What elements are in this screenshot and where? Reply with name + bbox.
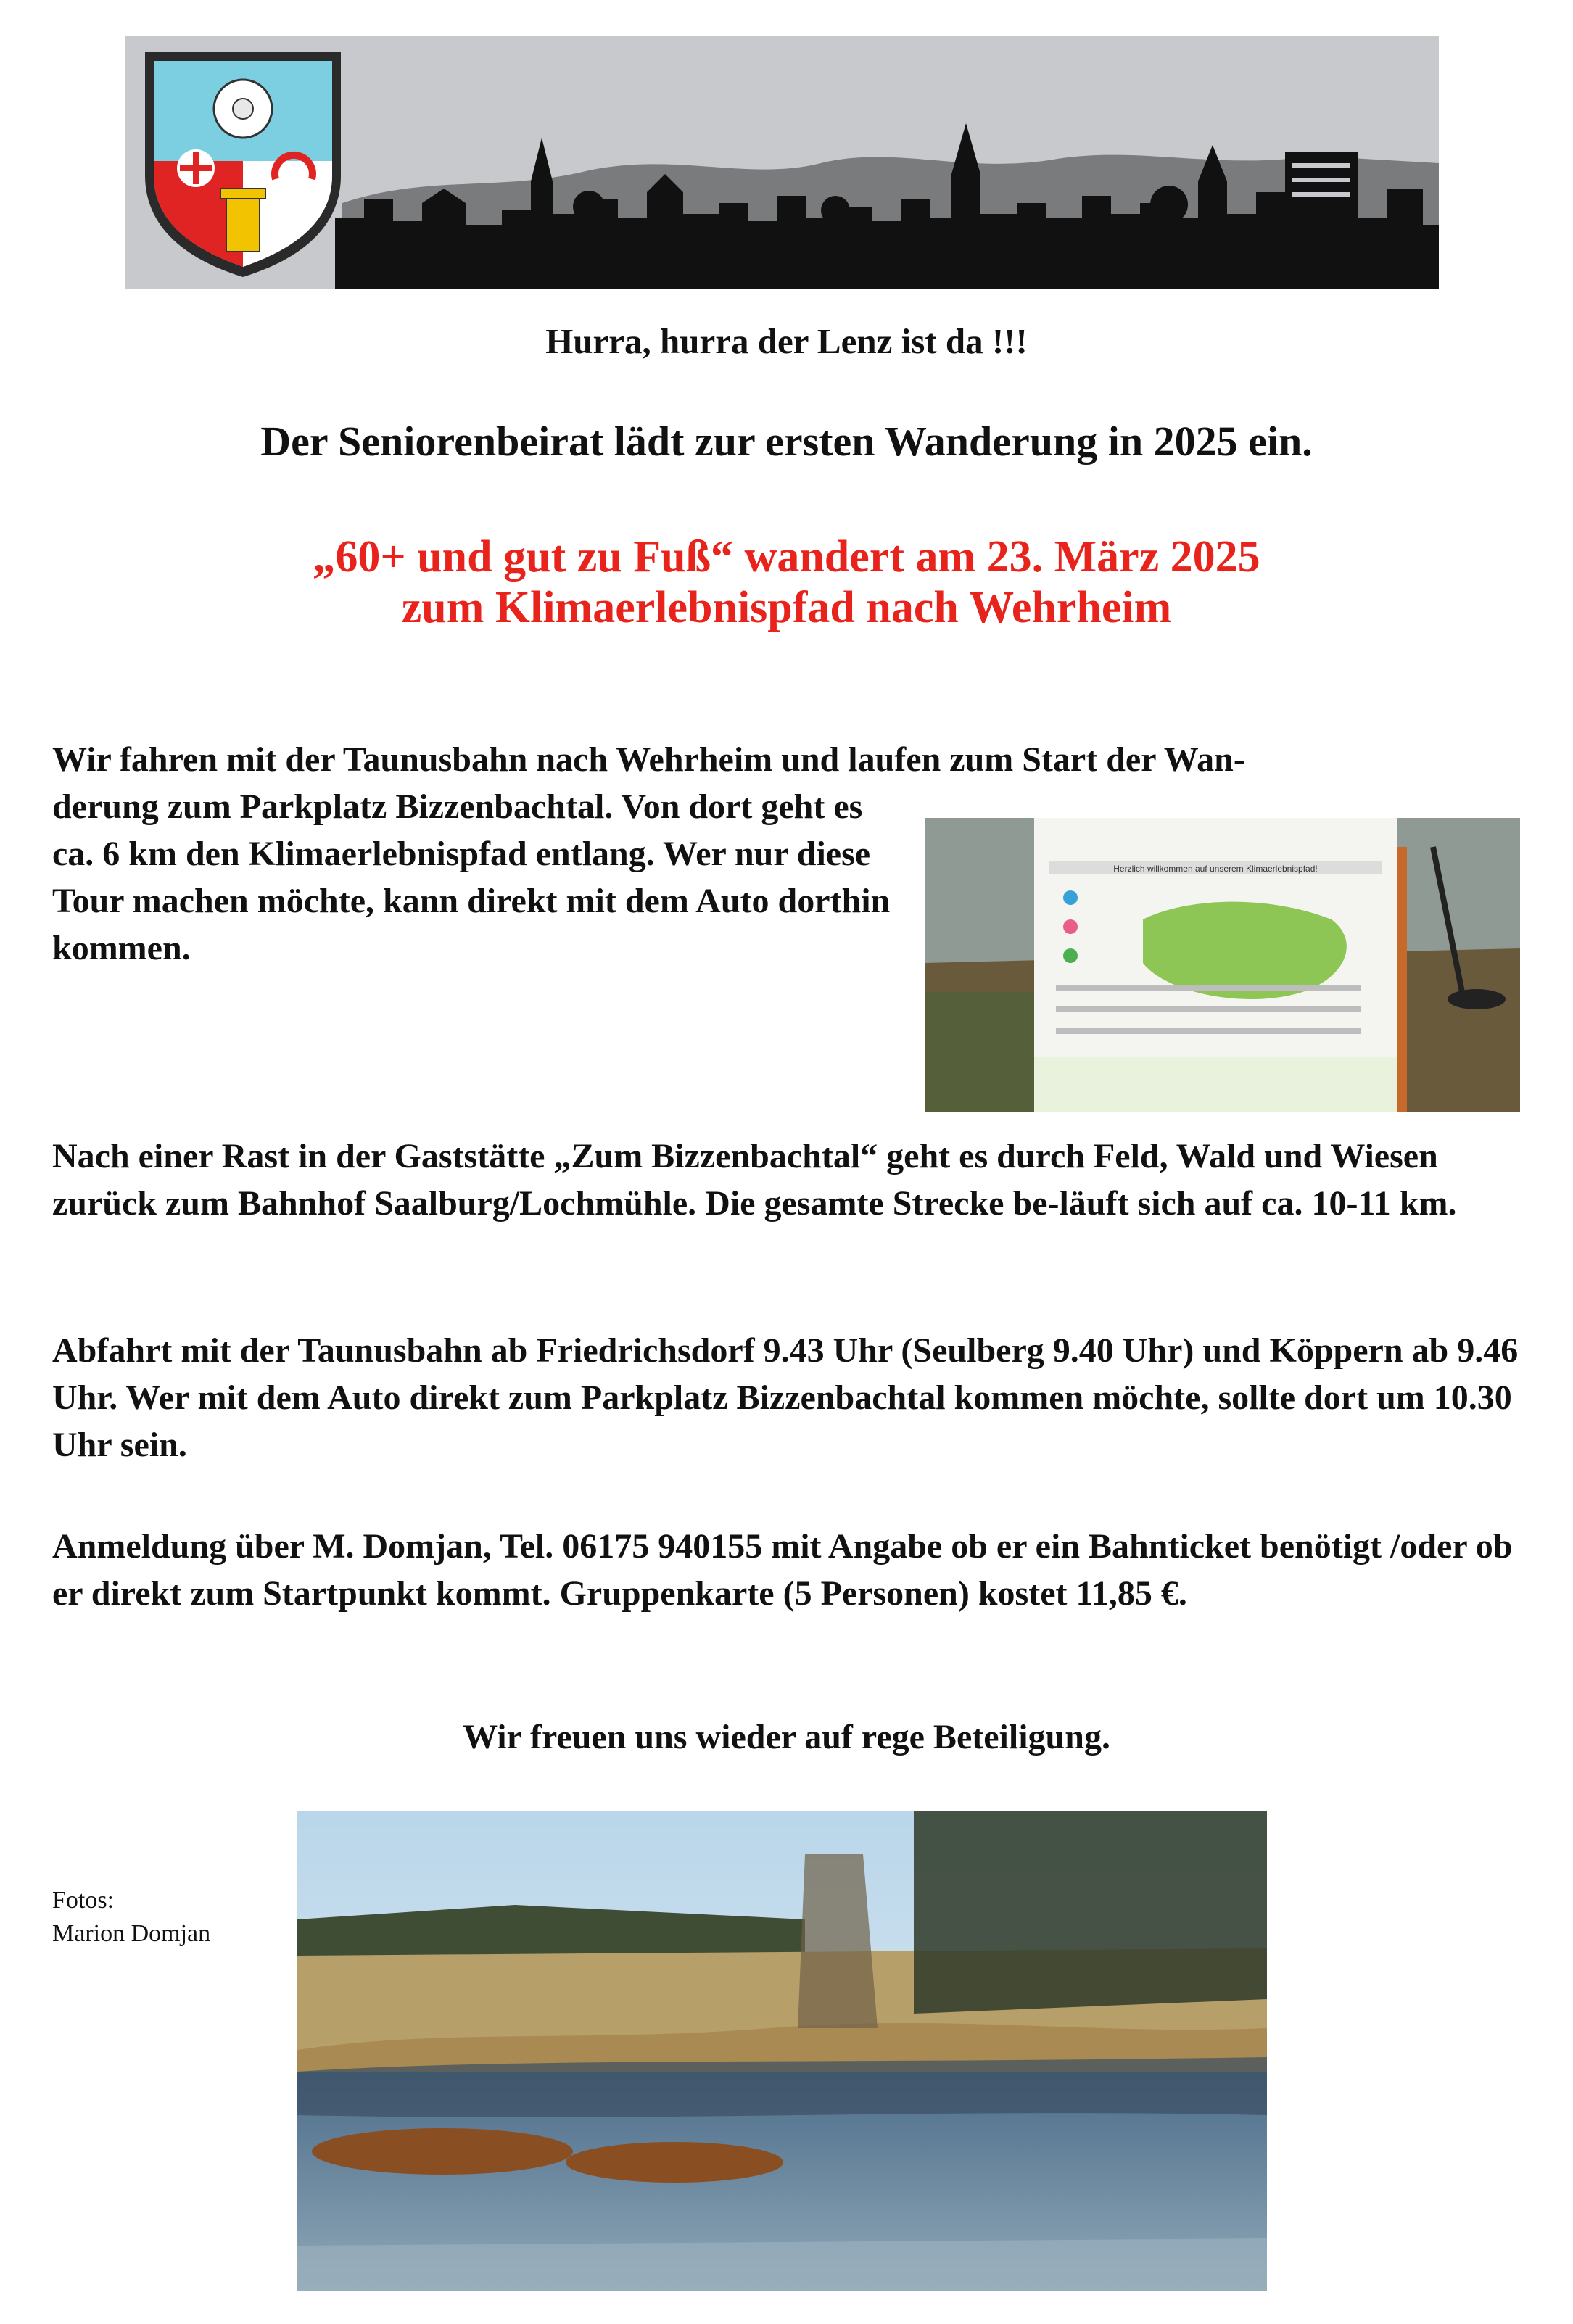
sign-title-text: Herzlich willkommen auf unserem Klimaerlebnispfad! [1113, 864, 1318, 874]
coat-of-arms-icon [145, 52, 341, 277]
paragraph-1-line1: Wir fahren mit der Taunusbahn nach Wehrheim und laufen zum Start der Wan- [52, 740, 1245, 779]
photo-credit-name: Marion Domjan [52, 1920, 211, 1947]
paragraph-3: Abfahrt mit der Taunusbahn ab Friedrichsdorf 9.43 Uhr (Seulberg 9.40 Uhr) und Köppern ab 9.46 Uhr. Wer mit dem Auto direkt zum Parkplatz Bizzenbachtal kommen möchte, sollte dort um 10.30 Uhr sein. [52, 1331, 1519, 1464]
paragraph-4: Anmeldung über M. Domjan, Tel. 06175 940155 mit Angabe ob er ein Bahnticket benötigt /oder ob er direkt zum Startpunkt kommt. Gruppenkarte (5 Personen) kostet 11,85 €. [52, 1527, 1513, 1613]
event-title-line2: zum Klimaerlebnispfad nach Wehrheim [401, 583, 1172, 632]
paragraph-2: Nach einer Rast in der Gaststätte „Zum Bizzenbachtal“ geht es durch Feld, Wald und Wiesen zurück zum Bahnhof Saalburg/Lochmühle. Die gesamte Strecke be-läuft sich auf ca. 10-11 km. [52, 1137, 1457, 1223]
event-title [0, 532, 1573, 633]
subheadline: Der Seniorenbeirat lädt zur ersten Wanderung in 2025 ein. [260, 418, 1313, 465]
event-title-line1: „60+ und gut zu Fuß“ wandert am 23. März 2025 [313, 532, 1260, 582]
paragraph-1-rest: derung zum Parkplatz Bizzenbachtal. Von dort geht es ca. 6 km den Klimaerlebnispfad entlang. Wer nur diese Tour machen möchte, kann direkt mit dem Auto dorthin kommen. [52, 787, 891, 967]
photo-credit-label: Fotos: [52, 1887, 115, 1914]
trail-sign-photo [925, 818, 1520, 1112]
header-banner [125, 36, 1439, 289]
headline: Hurra, hurra der Lenz ist da !!! [545, 321, 1028, 361]
frozen-pond-photo [297, 1811, 1267, 2291]
closing-line: Wir freuen uns wieder auf rege Beteiligung. [463, 1718, 1110, 1756]
photo-credit [52, 1884, 210, 1951]
